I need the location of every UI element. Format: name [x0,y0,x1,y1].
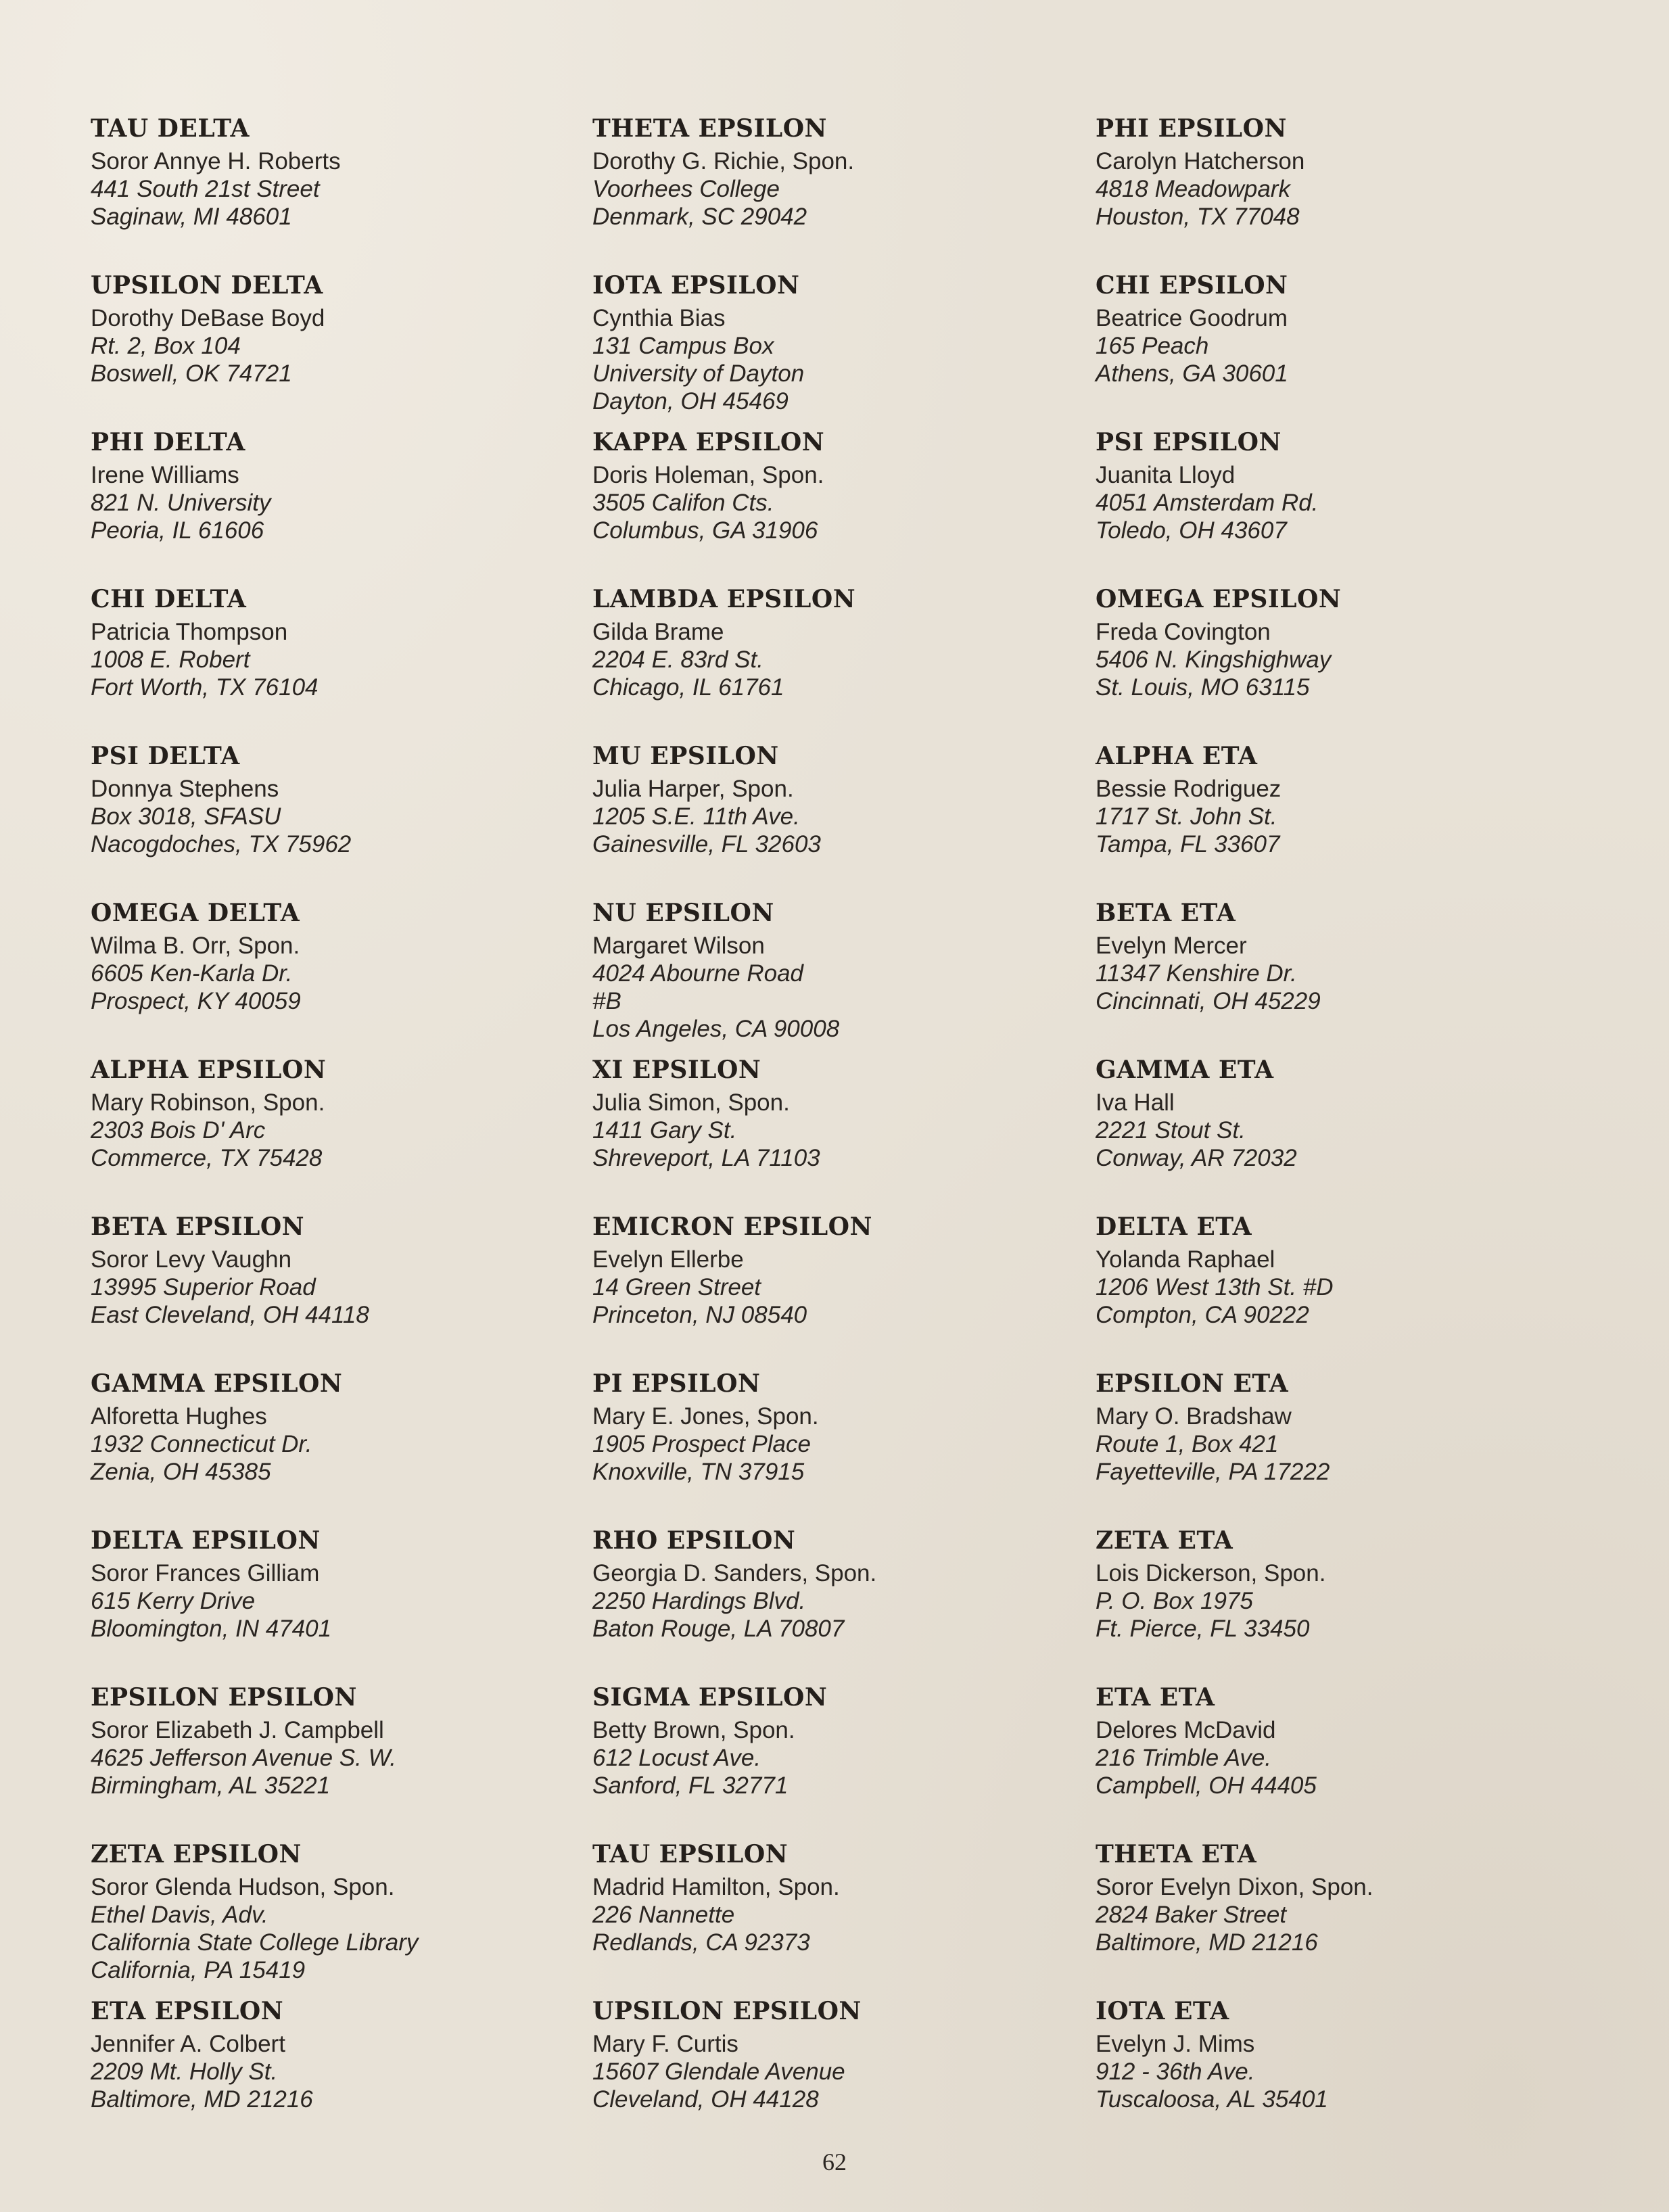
chapter-entry [1096,1839,1582,1996]
address-line: Denmark, SC 29042 [592,204,807,230]
chapter-entry [592,1682,1079,1839]
chapter-entry [592,741,1079,898]
address-line: Saginaw, MI 48601 [91,204,292,230]
contact-name: Betty Brown, Spon. [592,1717,795,1743]
address-line: Ethel Davis, Adv. [91,1902,268,1928]
chapter-name: EPSILON EPSILON [91,1683,357,1712]
chapter-entry [1096,1212,1582,1369]
chapter-entry [91,1839,578,1996]
chapter-name: ETA EPSILON [91,1997,284,2025]
contact-name: Dorothy G. Richie, Spon. [592,148,855,174]
chapter-entry [592,898,1079,1055]
address-line: 615 Kerry Drive [91,1588,256,1614]
address-line: Sanford, FL 32771 [592,1772,789,1799]
address-line: Commerce, TX 75428 [91,1145,323,1171]
address-line: 1008 E. Robert [91,646,250,673]
address-line: 14 Green Street [592,1274,761,1300]
chapter-entry [1096,1369,1582,1526]
chapter-entry [91,1212,578,1369]
contact-name: Soror Elizabeth J. Campbell [91,1717,384,1743]
contact-name: Julia Harper, Spon. [592,776,794,802]
contact-name: Evelyn Ellerbe [592,1246,744,1273]
address-line: Peoria, IL 61606 [91,517,264,544]
address-line: Campbell, OH 44405 [1096,1772,1317,1799]
address-line: Fayetteville, PA 17222 [1096,1459,1330,1485]
address-line: Houston, TX 77048 [1096,204,1300,230]
address-line: 1717 St. John St. [1096,803,1277,830]
chapter-name: OMEGA DELTA [91,899,300,927]
chapter-entry [91,1369,578,1526]
address-line: California, PA 15419 [91,1957,306,1983]
chapter-name: EMICRON EPSILON [592,1213,872,1241]
chapter-entry [1096,898,1582,1055]
chapter-name: DELTA EPSILON [91,1526,321,1555]
page-number: 62 [822,2148,847,2175]
contact-name: Lois Dickerson, Spon. [1096,1560,1326,1586]
address-line: Compton, CA 90222 [1096,1302,1309,1328]
address-line: East Cleveland, OH 44118 [91,1302,369,1328]
contact-name: Donnya Stephens [91,776,279,802]
chapter-entry [1096,1055,1582,1212]
address-line: P. O. Box 1975 [1096,1588,1253,1614]
chapter-entry [592,1839,1079,1996]
chapter-entry [1096,114,1582,270]
chapter-entry [91,114,578,270]
chapter-name: ZETA EPSILON [91,1840,302,1868]
chapter-name: PHI EPSILON [1096,114,1287,143]
chapter-name: TAU EPSILON [592,1840,789,1868]
contact-name: Irene Williams [91,462,239,488]
chapter-name: BETA ETA [1096,899,1236,927]
address-line: Prospect, KY 40059 [91,988,301,1014]
address-line: Baton Rouge, LA 70807 [592,1616,845,1642]
address-line: 2303 Bois D' Arc [91,1117,266,1144]
address-line: 821 N. University [91,490,271,516]
contact-name: Dorothy DeBase Boyd [91,305,325,331]
chapter-entry [91,584,578,741]
address-line: 6605 Ken-Karla Dr. [91,960,293,987]
chapter-name: ALPHA ETA [1096,742,1258,770]
chapter-name: UPSILON DELTA [91,271,323,300]
chapter-entry [1096,427,1582,584]
chapter-name: PSI EPSILON [1096,428,1282,456]
address-line: Cincinnati, OH 45229 [1096,988,1321,1014]
address-line: Redlands, CA 92373 [592,1929,810,1956]
address-line: 226 Nannette [592,1902,735,1928]
contact-name: Evelyn J. Mims [1096,2031,1255,2057]
contact-name: Soror Levy Vaughn [91,1246,292,1273]
address-line: 1932 Connecticut Dr. [91,1431,312,1457]
address-line: Dayton, OH 45469 [592,388,789,415]
contact-name: Margaret Wilson [592,933,765,959]
chapter-entry [91,741,578,898]
contact-name: Freda Covington [1096,619,1271,645]
address-line: Shreveport, LA 71103 [592,1145,820,1171]
address-line: 2209 Mt. Holly St. [91,2058,278,2085]
chapter-name: XI EPSILON [592,1056,761,1084]
address-line: Tuscaloosa, AL 35401 [1096,2086,1328,2113]
contact-name: Evelyn Mercer [1096,933,1247,959]
contact-name: Soror Annye H. Roberts [91,148,341,174]
contact-name: Carolyn Hatcherson [1096,148,1305,174]
chapter-name: THETA ETA [1096,1840,1257,1868]
chapter-name: THETA EPSILON [592,114,827,143]
address-line: Baltimore, MD 21216 [1096,1929,1318,1956]
chapter-entry [91,898,578,1055]
chapter-entry [592,427,1079,584]
contact-name: Wilma B. Orr, Spon. [91,933,300,959]
chapter-entry [1096,1526,1582,1682]
chapter-entry [91,427,578,584]
address-line: 912 - 36th Ave. [1096,2058,1255,2085]
chapter-entry [1096,270,1582,427]
address-line: 5406 N. Kingshighway [1096,646,1332,673]
contact-name: Madrid Hamilton, Spon. [592,1874,840,1900]
chapter-entry [91,1526,578,1682]
directory-column-2 [592,114,1079,2153]
address-line: 4051 Amsterdam Rd. [1096,490,1319,516]
chapter-name: GAMMA EPSILON [91,1369,343,1398]
address-line: St. Louis, MO 63115 [1096,674,1310,701]
address-line: 1905 Prospect Place [592,1431,811,1457]
address-line: 4818 Meadowpark [1096,176,1290,202]
chapter-entry [91,270,578,427]
address-line: Chicago, IL 61761 [592,674,784,701]
address-line: 612 Locust Ave. [592,1745,761,1771]
address-line: Birmingham, AL 35221 [91,1772,331,1799]
chapter-entry [1096,741,1582,898]
chapter-entry [592,584,1079,741]
address-line: California State College Library [91,1929,419,1956]
contact-name: Cynthia Bias [592,305,726,331]
contact-name: Soror Evelyn Dixon, Spon. [1096,1874,1373,1900]
chapter-name: MU EPSILON [592,742,779,770]
chapter-name: PI EPSILON [592,1369,761,1398]
chapter-entry [592,1212,1079,1369]
address-line: Tampa, FL 33607 [1096,831,1280,857]
address-line: 216 Trimble Ave. [1096,1745,1272,1771]
address-line: Box 3018, SFASU [91,803,281,830]
address-line: Athens, GA 30601 [1096,360,1288,387]
address-line: 2204 E. 83rd St. [592,646,763,673]
chapter-name: DELTA ETA [1096,1213,1252,1241]
chapter-name: BETA EPSILON [91,1213,305,1241]
contact-name: Gilda Brame [592,619,724,645]
contact-name: Mary F. Curtis [592,2031,738,2057]
address-line: Rt. 2, Box 104 [91,333,241,359]
address-line: Fort Worth, TX 76104 [91,674,319,701]
address-line: 131 Campus Box [592,333,774,359]
contact-name: Patricia Thompson [91,619,288,645]
address-line: 2250 Hardings Blvd. [592,1588,806,1614]
address-line: Zenia, OH 45385 [91,1459,271,1485]
chapter-entry [592,1369,1079,1526]
address-line: Route 1, Box 421 [1096,1431,1279,1457]
chapter-name: TAU DELTA [91,114,250,143]
contact-name: Doris Holeman, Spon. [592,462,824,488]
chapter-entry [91,1055,578,1212]
contact-name: Soror Frances Gilliam [91,1560,320,1586]
chapter-name: CHI EPSILON [1096,271,1288,300]
address-line: Boswell, OK 74721 [91,360,292,387]
contact-name: Bessie Rodriguez [1096,776,1282,802]
chapter-entry [1096,1996,1582,2153]
contact-name: Mary O. Bradshaw [1096,1403,1292,1430]
chapter-name: RHO EPSILON [592,1526,796,1555]
contact-name: Yolanda Raphael [1096,1246,1275,1273]
address-line: 1206 West 13th St. #D [1096,1274,1334,1300]
chapter-name: PSI DELTA [91,742,240,770]
address-line: Columbus, GA 31906 [592,517,818,544]
chapter-name: KAPPA EPSILON [592,428,825,456]
address-line: Gainesville, FL 32603 [592,831,821,857]
contact-name: Georgia D. Sanders, Spon. [592,1560,877,1586]
address-line: 441 South 21st Street [91,176,320,202]
address-line: 4024 Abourne Road [592,960,804,987]
chapter-name: EPSILON ETA [1096,1369,1289,1398]
chapter-name: ALPHA EPSILON [91,1056,327,1084]
address-line: Nacogdoches, TX 75962 [91,831,352,857]
address-line: 15607 Glendale Avenue [592,2058,845,2085]
contact-name: Mary Robinson, Spon. [91,1089,325,1116]
contact-name: Juanita Lloyd [1096,462,1236,488]
contact-name: Julia Simon, Spon. [592,1089,790,1116]
contact-name: Delores McDavid [1096,1717,1276,1743]
contact-name: Beatrice Goodrum [1096,305,1288,331]
chapter-name: CHI DELTA [91,585,247,613]
address-line: Ft. Pierce, FL 33450 [1096,1616,1310,1642]
directory-column-1 [91,114,578,2153]
address-line: Toledo, OH 43607 [1096,517,1287,544]
chapter-entry [91,1682,578,1839]
address-line: #B [592,988,621,1014]
chapter-name: ZETA ETA [1096,1526,1233,1555]
chapter-name: IOTA EPSILON [592,271,800,300]
chapter-name: ETA ETA [1096,1683,1215,1712]
chapter-name: IOTA ETA [1096,1997,1229,2025]
chapter-name: SIGMA EPSILON [592,1683,828,1712]
chapter-entry [592,270,1079,427]
chapter-name: UPSILON EPSILON [592,1997,862,2025]
address-line: 3505 Califon Cts. [592,490,774,516]
chapter-entry [592,1526,1079,1682]
directory-column-3 [1096,114,1582,2153]
chapter-entry [1096,1682,1582,1839]
contact-name: Alforetta Hughes [91,1403,267,1430]
address-line: Bloomington, IN 47401 [91,1616,332,1642]
chapter-name: NU EPSILON [592,899,774,927]
chapter-entry [91,1996,578,2153]
address-line: 13995 Superior Road [91,1274,316,1300]
chapter-name: GAMMA ETA [1096,1056,1274,1084]
contact-name: Mary E. Jones, Spon. [592,1403,819,1430]
address-line: Princeton, NJ 08540 [592,1302,807,1328]
chapter-name: LAMBDA EPSILON [592,585,856,613]
address-line: Knoxville, TN 37915 [592,1459,805,1485]
address-line: Baltimore, MD 21216 [91,2086,313,2113]
contact-name: Iva Hall [1096,1089,1175,1116]
address-line: 1205 S.E. 11th Ave. [592,803,800,830]
address-line: Cleveland, OH 44128 [592,2086,819,2113]
contact-name: Soror Glenda Hudson, Spon. [91,1874,395,1900]
contact-name: Jennifer A. Colbert [91,2031,285,2057]
address-line: 165 Peach [1096,333,1209,359]
chapter-name: PHI DELTA [91,428,245,456]
chapter-entry [1096,584,1582,741]
address-line: 2824 Baker Street [1096,1902,1287,1928]
address-line: Voorhees College [592,176,780,202]
chapter-entry [592,114,1079,270]
address-line: 11347 Kenshire Dr. [1096,960,1297,987]
address-line: Los Angeles, CA 90008 [592,1016,840,1042]
chapter-entry [592,1996,1079,2153]
address-line: University of Dayton [592,360,805,387]
chapter-name: OMEGA EPSILON [1096,585,1342,613]
address-line: 4625 Jefferson Avenue S. W. [91,1745,397,1771]
address-line: 2221 Stout St. [1096,1117,1246,1144]
address-line: Conway, AR 72032 [1096,1145,1297,1171]
address-line: 1411 Gary St. [592,1117,737,1144]
chapter-entry [592,1055,1079,1212]
